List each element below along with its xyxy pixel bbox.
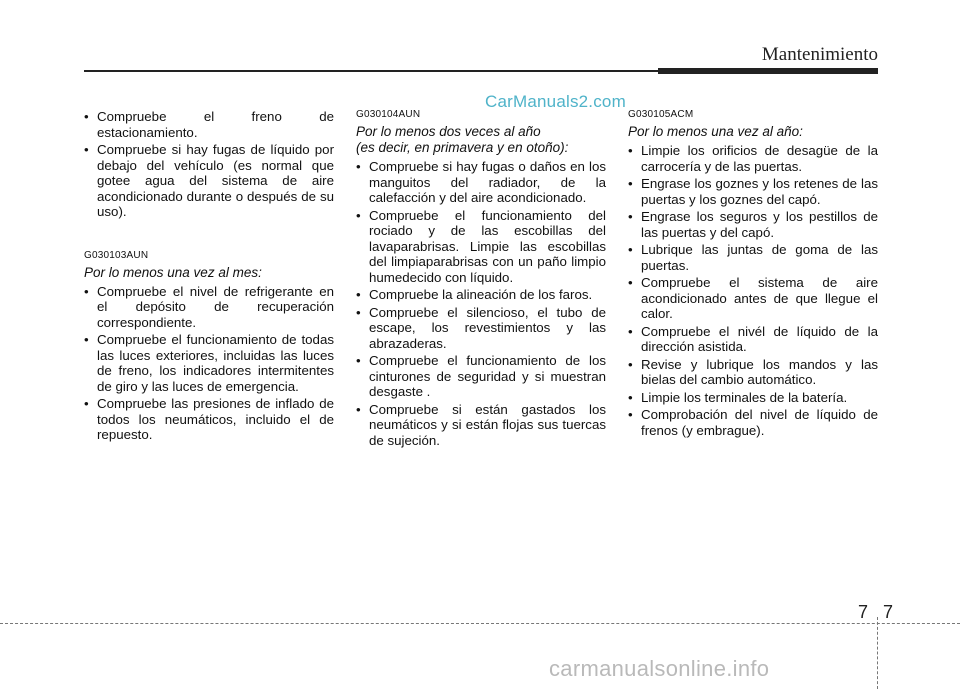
- list-item: • Limpie los terminales de la batería.: [628, 390, 878, 406]
- subheading-line-2: (es decir, en primavera y en otoño):: [356, 140, 569, 155]
- column-3: [628, 109, 878, 450]
- list-item: • Compruebe el sistema de aire acondicionado antes de que llegue el calor.: [628, 275, 878, 322]
- checklist-yearly: [628, 143, 878, 438]
- list-item: • Compruebe el silencioso, el tubo de escape, los revestimientos y las abrazaderas.: [356, 305, 606, 352]
- footer-rule: [0, 623, 960, 624]
- list-item: • Compruebe el nivel de refrigerante en el depósito de recuperación correspondiente.: [84, 284, 334, 331]
- section-subheading: Por lo menos una vez al mes:: [84, 264, 262, 280]
- list-item: • Compruebe el funcionamiento del rociado y de las escobillas del lavaparabrisas. Limpie las escobillas del limpiaparabrisas con un paño limpio humedecido con líquido.: [356, 208, 606, 286]
- checklist-monthly: [84, 284, 334, 443]
- list-item: • Compruebe el funcionamiento de todas las luces exteriores, incluidas las luces de freno, los indicadores intermitentes de giro y las luces de emergencia.: [84, 332, 334, 394]
- header-rule-accent: [658, 68, 878, 74]
- list-item: • Engrase los goznes y los retenes de las puertas y los goznes del capó.: [628, 176, 878, 207]
- header-rule: [84, 70, 659, 72]
- chapter-number: 7: [858, 602, 869, 622]
- list-item: • Comprobación del nivel de líquido de frenos (y embrague).: [628, 407, 878, 438]
- watermark-bottom: carmanualsonline.info: [549, 656, 770, 681]
- column-2: [356, 109, 606, 460]
- section-title: Mantenimiento: [761, 44, 878, 65]
- section-code: G030103AUN: [84, 249, 149, 261]
- checklist-biannual: [356, 159, 606, 448]
- checklist-general: [84, 109, 334, 220]
- page-number: 7: [883, 602, 894, 622]
- list-item: • Compruebe el funcionamiento de los cinturones de seguridad y si muestran desgaste .: [356, 353, 606, 400]
- section-subheading: [356, 124, 606, 156]
- list-item: • Compruebe el nivél de líquido de la dirección asistida.: [628, 324, 878, 355]
- list-item: • Compruebe la alineación de los faros.: [356, 287, 606, 303]
- list-item: • Lubrique las juntas de goma de las puertas.: [628, 242, 878, 273]
- list-item: • Compruebe las presiones de inflado de todos los neumáticos, incluido el de repuesto.: [84, 396, 334, 443]
- list-item: • Revise y lubrique los mandos y las bielas del cambio automático.: [628, 357, 878, 388]
- list-item: • Compruebe si hay fugas o daños en los manguitos del radiador, de la calefacción y del aire acondicionado.: [356, 159, 606, 206]
- section-subheading: Por lo menos una vez al año:: [628, 124, 803, 139]
- section-code: G030104AUN: [356, 109, 421, 120]
- subheading-line-1: Por lo menos dos veces al año: [356, 124, 541, 139]
- list-item: • Compruebe si están gastados los neumáticos y si están flojas sus tuercas de sujeción.: [356, 402, 606, 449]
- watermark-top: CarManuals2.com: [485, 92, 626, 111]
- section-code: G030105ACM: [628, 109, 694, 120]
- column-1: [84, 109, 334, 455]
- list-item: • Limpie los orificios de desagüe de la carrocería y de las puertas.: [628, 143, 878, 174]
- list-item: • Compruebe si hay fugas de líquido por debajo del vehículo (es normal que gotee agua del sistema de aire acondicionado durante o después de su uso).: [84, 142, 334, 220]
- list-item: • Engrase los seguros y los pestillos de las puertas y del capó.: [628, 209, 878, 240]
- footer-divider: [877, 617, 878, 689]
- spacer: [84, 232, 334, 250]
- list-item: • Compruebe el freno de estacionamiento.: [84, 109, 334, 140]
